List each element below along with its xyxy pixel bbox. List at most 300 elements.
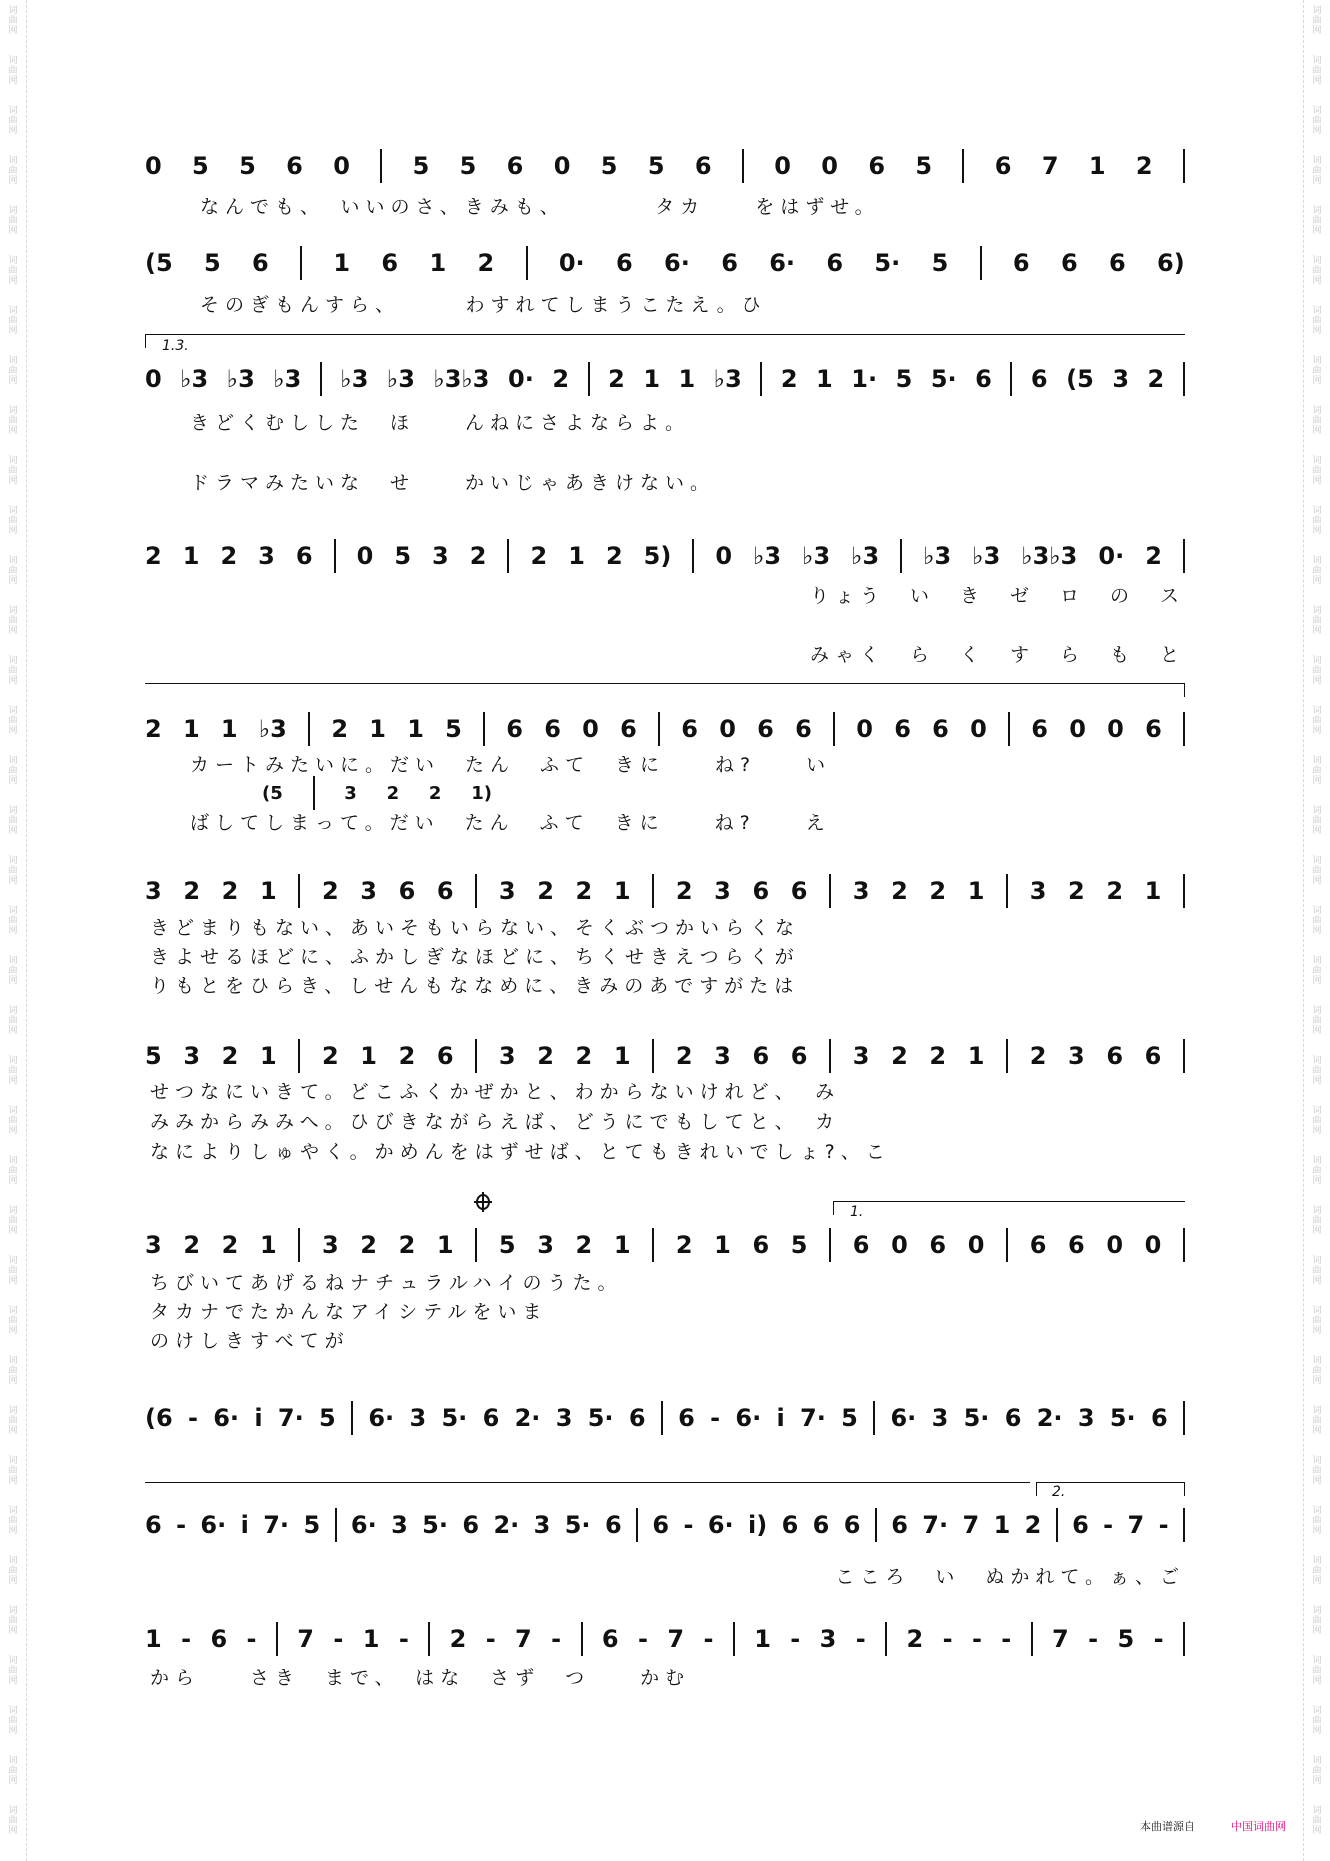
- note: 6: [145, 1511, 162, 1539]
- note: -: [1153, 1625, 1164, 1653]
- note: 1: [259, 1042, 277, 1070]
- note: 0: [970, 715, 987, 743]
- watermark-mark: 词曲网: [8, 1756, 18, 1786]
- note: 3: [819, 1625, 837, 1653]
- watermark-mark: 词曲网: [8, 1556, 18, 1586]
- note: 3: [321, 1231, 339, 1259]
- note: 6·: [769, 249, 796, 277]
- note: -: [1103, 1511, 1114, 1539]
- note: 1: [678, 365, 696, 393]
- lyric-line: そのぎもんすら、 わすれてしまうこたえ。ひ: [200, 294, 767, 316]
- note: 1: [1088, 152, 1106, 180]
- note: 5·: [441, 1404, 468, 1432]
- note: 5·: [587, 1404, 614, 1432]
- note: 1: [613, 1231, 631, 1259]
- barline: [1183, 539, 1185, 573]
- note: 3: [537, 1231, 554, 1259]
- watermark-mark: 词曲网: [1312, 556, 1322, 586]
- note: 2: [675, 1042, 693, 1070]
- note: 6: [604, 1511, 622, 1539]
- note: 6: [620, 715, 637, 743]
- note: 6: [752, 1042, 770, 1070]
- watermark-mark: 词曲网: [1312, 306, 1322, 336]
- note: 6: [1004, 1404, 1022, 1432]
- note: 1: [220, 715, 238, 743]
- barline: [658, 712, 660, 746]
- note: 0: [719, 715, 736, 743]
- lyric-line: なんでも、 いいのさ、きみも、 タカ をはずせ。: [200, 196, 880, 218]
- lyric-line: きどまりもない、あいそもいらない、そくぶつかいらくな: [150, 917, 801, 939]
- note: 3: [1029, 877, 1047, 905]
- barline: [900, 539, 902, 573]
- notation-line: [145, 709, 1185, 749]
- note: ♭3♭3: [433, 365, 490, 393]
- note: 6: [894, 715, 911, 743]
- note: 2: [321, 877, 339, 905]
- note: 6·: [213, 1404, 240, 1432]
- note: 7: [1052, 1625, 1069, 1653]
- note: 6: [1072, 1511, 1089, 1539]
- note: 5·: [874, 249, 901, 277]
- note: i): [748, 1511, 768, 1539]
- note: ♭3: [713, 365, 742, 393]
- note: 3: [1077, 1404, 1095, 1432]
- note: 1: [182, 715, 200, 743]
- note: (5: [1066, 365, 1094, 393]
- note: ♭3: [273, 365, 302, 393]
- note: -: [1088, 1625, 1099, 1653]
- note: 2·: [493, 1511, 520, 1539]
- notation-line: [145, 1225, 1185, 1265]
- note: 2: [477, 249, 495, 277]
- note: 0: [145, 152, 162, 180]
- note: -: [246, 1625, 257, 1653]
- note: 0: [891, 1231, 908, 1259]
- note: 3: [852, 877, 870, 905]
- note: (5: [262, 782, 283, 804]
- watermark-mark: 词曲网: [8, 1506, 18, 1536]
- note: 0: [774, 152, 791, 180]
- barline: [581, 1622, 583, 1656]
- note: 3: [145, 1231, 162, 1259]
- note: ♭3: [258, 715, 287, 743]
- note: 3: [1112, 365, 1130, 393]
- lyric-line: ばしてしまって。だい たん ふて きに ね? え: [190, 812, 831, 834]
- barline: [351, 1401, 353, 1435]
- note: 3: [852, 1042, 870, 1070]
- watermark-mark: 词曲网: [8, 1106, 18, 1136]
- note: 3: [258, 542, 275, 570]
- watermark-mark: 词曲网: [8, 206, 18, 236]
- note: 1: [568, 542, 585, 570]
- notation-line: [145, 1505, 1185, 1545]
- note: 6: [1068, 1231, 1085, 1259]
- lyric-line: のけしきすべてが: [150, 1330, 350, 1352]
- watermark-mark: 词曲网: [8, 1606, 18, 1636]
- watermark-mark: 词曲网: [1312, 756, 1322, 786]
- note: ♭3♭3: [1021, 542, 1078, 570]
- note: 6: [843, 1511, 861, 1539]
- note: 1: [816, 365, 833, 393]
- lyric-line: きどくむしした ほ んねにさよならよ。: [190, 412, 691, 434]
- note: 2: [537, 1042, 554, 1070]
- note: -: [971, 1625, 982, 1653]
- barline: [308, 712, 310, 746]
- note: 1: [967, 877, 985, 905]
- barline: [1183, 712, 1185, 746]
- note: 2: [1029, 1042, 1047, 1070]
- note: 3: [498, 1042, 516, 1070]
- barline: [833, 712, 835, 746]
- barline: [1183, 1401, 1185, 1435]
- note: ♭3: [972, 542, 1001, 570]
- watermark-mark: 词曲网: [8, 806, 18, 836]
- lyric-line: ドラマみたいな せ かいじゃあきけない。: [190, 472, 716, 494]
- note: 6: [286, 152, 303, 180]
- note: 6: [812, 1511, 830, 1539]
- note: 6: [1031, 715, 1048, 743]
- note: 3: [145, 877, 162, 905]
- note: 6: [752, 877, 770, 905]
- barline: [588, 362, 590, 396]
- volta-number: 2.: [1052, 1484, 1066, 1500]
- watermark-mark: 词曲网: [1312, 956, 1322, 986]
- volta-bracket: [833, 1201, 1185, 1202]
- watermark-mark: 词曲网: [1312, 656, 1322, 686]
- note: 3: [183, 1042, 201, 1070]
- note: 2: [1068, 877, 1085, 905]
- note: ♭3: [340, 365, 369, 393]
- note: 0: [1107, 715, 1124, 743]
- note: 1: [754, 1625, 771, 1653]
- notation-line: [145, 871, 1185, 911]
- note: 5: [319, 1404, 336, 1432]
- barline: [875, 1508, 877, 1542]
- watermark-mark: 词曲网: [1312, 156, 1322, 186]
- note: 3: [931, 1404, 949, 1432]
- note: 7·: [922, 1511, 949, 1539]
- note: 5: [931, 249, 949, 277]
- note: -: [942, 1625, 953, 1653]
- system-rule: [145, 683, 1185, 684]
- note: 2: [780, 365, 798, 393]
- watermark-mark: 词曲网: [1312, 1706, 1322, 1736]
- note: 2: [398, 1231, 416, 1259]
- note: 2: [1145, 542, 1162, 570]
- note: 5: [895, 365, 913, 393]
- barline: [475, 1039, 477, 1073]
- barline: [483, 712, 485, 746]
- note: 6): [1157, 249, 1185, 277]
- watermark-mark: 词曲网: [8, 1356, 18, 1386]
- note: -: [485, 1625, 496, 1653]
- note: 3: [432, 542, 449, 570]
- note: 1: [1144, 877, 1162, 905]
- lyric-line: なによりしゅやく。かめんをはずせば、とてもきれいでしょ?、こ: [150, 1141, 891, 1163]
- note: 7·: [263, 1511, 290, 1539]
- volta-bracket: [145, 334, 1185, 335]
- note: 2: [386, 782, 400, 804]
- note: 3: [498, 877, 516, 905]
- watermark-mark: 词曲网: [1312, 256, 1322, 286]
- note: 2: [906, 1625, 924, 1653]
- watermark-mark: 词曲网: [8, 1806, 18, 1836]
- watermark-mark: 词曲网: [8, 1206, 18, 1236]
- note: 5·: [1109, 1404, 1136, 1432]
- note: 1: [714, 1231, 731, 1259]
- barline: [829, 1039, 831, 1073]
- note: 6: [994, 152, 1012, 180]
- note: 6: [462, 1511, 480, 1539]
- barline: [980, 246, 982, 280]
- note: 2: [183, 877, 201, 905]
- note: 1·: [851, 365, 878, 393]
- note: 2: [360, 1231, 377, 1259]
- note: 3: [391, 1511, 408, 1539]
- watermark-mark: 词曲网: [1312, 6, 1322, 36]
- note: 5·: [564, 1511, 591, 1539]
- note: -: [176, 1511, 187, 1539]
- barline: [300, 246, 302, 280]
- note: ♭3: [226, 365, 255, 393]
- note: 6: [790, 877, 808, 905]
- note: 5: [647, 152, 665, 180]
- lyric-line: せつなにいきて。どこふくかぜかと、わからないけれど、 み: [150, 1081, 841, 1103]
- note: 0·: [508, 365, 534, 393]
- note: -: [855, 1625, 866, 1653]
- volta-tick: [1184, 1482, 1185, 1496]
- watermark-mark: 词曲网: [8, 156, 18, 186]
- system-rule: [145, 1482, 1030, 1483]
- watermark-mark: 词曲网: [1312, 456, 1322, 486]
- watermark-mark: 词曲网: [1312, 1106, 1322, 1136]
- note: 7: [515, 1625, 532, 1653]
- watermark-mark: 词曲网: [1312, 56, 1322, 86]
- barline: [475, 1228, 477, 1262]
- note: 2: [449, 1625, 467, 1653]
- note: 6·: [368, 1404, 395, 1432]
- note: 0: [145, 365, 162, 393]
- note: 5: [394, 542, 412, 570]
- lyric-line: から さき まで、 はな さず つ かむ: [150, 1667, 691, 1689]
- note: 7: [1127, 1511, 1145, 1539]
- lyric-line: りもとをひらき、しせんもななめに、きみのあですがたは: [150, 975, 800, 997]
- note: 6: [1106, 1042, 1124, 1070]
- note: 5: [192, 152, 209, 180]
- barline: [1031, 1622, 1033, 1656]
- notation-line: [262, 780, 492, 806]
- note: 7·: [277, 1404, 304, 1432]
- note: 6: [544, 715, 561, 743]
- note: 0: [1106, 1231, 1124, 1259]
- watermark-mark: 词曲网: [8, 706, 18, 736]
- note: 2: [428, 782, 442, 804]
- note: 5: [459, 152, 477, 180]
- barline: [1006, 874, 1008, 908]
- note: ♭3: [386, 365, 415, 393]
- watermark-mark: 词曲网: [8, 406, 18, 436]
- note: 6: [852, 1231, 870, 1259]
- note: 5: [790, 1231, 808, 1259]
- watermark-mark: 词曲网: [1312, 1506, 1322, 1536]
- note: 2: [221, 1042, 239, 1070]
- barline: [829, 874, 831, 908]
- note: 3: [714, 1042, 731, 1070]
- volta-tick: [145, 334, 146, 348]
- watermark-mark: 词曲网: [8, 1656, 18, 1686]
- note: 2: [321, 1042, 339, 1070]
- note: 2: [605, 542, 623, 570]
- note: 6: [781, 1511, 799, 1539]
- note: 6: [757, 715, 774, 743]
- watermark-mark: 词曲网: [1312, 1656, 1322, 1686]
- note: 3: [409, 1404, 427, 1432]
- note: 6: [1108, 249, 1126, 277]
- note: 6: [790, 1042, 808, 1070]
- watermark-mark: 词曲网: [8, 56, 18, 86]
- watermark-mark: 词曲网: [1312, 806, 1322, 836]
- watermark-mark: 词曲网: [8, 656, 18, 686]
- note: 6·: [350, 1511, 377, 1539]
- note: 7: [667, 1625, 685, 1653]
- note: 0: [967, 1231, 985, 1259]
- watermark-mark: 词曲网: [1312, 206, 1322, 236]
- note: 3: [555, 1404, 573, 1432]
- watermark-mark: 词曲网: [8, 106, 18, 136]
- note: -: [683, 1511, 694, 1539]
- brand-name: 中国词曲网: [1231, 1820, 1286, 1833]
- note: i: [254, 1404, 263, 1432]
- note: 6: [252, 249, 269, 277]
- note: 1: [259, 1231, 277, 1259]
- watermark-mark: 词曲网: [1312, 1356, 1322, 1386]
- barline: [1183, 149, 1185, 183]
- watermark-mark: 词曲网: [8, 506, 18, 536]
- note: 3: [714, 877, 731, 905]
- note: 6: [616, 249, 633, 277]
- note: 6: [381, 249, 399, 277]
- watermark-mark: 词曲网: [1312, 1806, 1322, 1836]
- watermark-mark: 词曲网: [8, 1456, 18, 1486]
- barline: [298, 1228, 300, 1262]
- notation-line: [145, 1398, 1185, 1438]
- barline: [298, 874, 300, 908]
- barline: [742, 149, 744, 183]
- note: 2: [575, 1042, 593, 1070]
- note: 5: [498, 1231, 516, 1259]
- note: 5: [915, 152, 933, 180]
- watermark-mark: 词曲网: [8, 606, 18, 636]
- watermark-mark: 词曲网: [1312, 1006, 1322, 1036]
- note: 6·: [735, 1404, 762, 1432]
- note: -: [1158, 1511, 1169, 1539]
- note: 6: [721, 249, 738, 277]
- note: 5·: [930, 365, 957, 393]
- note: -: [333, 1625, 344, 1653]
- note: 6·: [200, 1511, 227, 1539]
- note: 2: [145, 542, 162, 570]
- note: 6: [628, 1404, 646, 1432]
- note: -: [637, 1625, 648, 1653]
- lyric-line: カートみたいに。だい たん ふて きに ね? い: [190, 754, 832, 776]
- note: 2·: [1036, 1404, 1063, 1432]
- note: 6: [1012, 249, 1030, 277]
- note: 6: [694, 152, 712, 180]
- note: 1: [182, 542, 200, 570]
- lyric-line: タカナでたかんなアイシテルをいま: [150, 1301, 548, 1323]
- note: 1: [407, 715, 424, 743]
- note: 0: [582, 715, 599, 743]
- note: 5: [204, 249, 221, 277]
- note: 6: [506, 715, 523, 743]
- watermark-mark: 词曲网: [8, 556, 18, 586]
- coda-sign: [473, 1192, 493, 1212]
- note: 6: [1030, 365, 1048, 393]
- watermark-mark: 词曲网: [8, 906, 18, 936]
- note: 2: [608, 365, 625, 393]
- note: 1: [613, 1042, 631, 1070]
- barline: [475, 874, 477, 908]
- barline: [1183, 1508, 1185, 1542]
- note: 6: [678, 1404, 695, 1432]
- watermark-mark: 词曲网: [1312, 106, 1322, 136]
- source-note: 本曲谱源自: [1140, 1820, 1195, 1833]
- watermark-mark: 词曲网: [1312, 1306, 1322, 1336]
- notation-line: [145, 1619, 1185, 1659]
- note: ♭3: [923, 542, 952, 570]
- note: -: [1001, 1625, 1012, 1653]
- barline: [335, 1508, 337, 1542]
- watermark-mark: 词曲网: [8, 1706, 18, 1736]
- barline: [1183, 362, 1185, 396]
- watermark-mark: 词曲网: [8, 306, 18, 336]
- note: 6·: [664, 249, 690, 277]
- note: 0: [553, 152, 571, 180]
- note: 2: [537, 877, 554, 905]
- note: 5·: [422, 1511, 448, 1539]
- barline: [692, 539, 694, 573]
- barline: [1010, 362, 1012, 396]
- barline: [652, 1228, 654, 1262]
- watermark-mark: 词曲网: [1312, 856, 1322, 886]
- volta-tick: [1036, 1482, 1037, 1496]
- note: 2: [331, 715, 349, 743]
- barline: [320, 362, 322, 396]
- note: 6: [868, 152, 886, 180]
- volta-bracket: [1036, 1482, 1185, 1483]
- note: 2: [1147, 365, 1165, 393]
- note: 5: [412, 152, 430, 180]
- barline: [873, 1401, 875, 1435]
- note: 6: [210, 1625, 228, 1653]
- watermark-mark: 词曲网: [8, 356, 18, 386]
- note: 6: [398, 877, 416, 905]
- note: 6: [1060, 249, 1078, 277]
- note: 7: [1041, 152, 1059, 180]
- notation-line: [145, 243, 1185, 283]
- note: 2: [929, 877, 947, 905]
- note: 2: [469, 542, 487, 570]
- barline: [1183, 1039, 1185, 1073]
- note: 5: [445, 715, 462, 743]
- note: 2·: [514, 1404, 541, 1432]
- barline: [1006, 1228, 1008, 1262]
- note: 1: [613, 877, 631, 905]
- watermark-mark: 词曲网: [8, 756, 18, 786]
- watermark-mark: 词曲网: [8, 256, 18, 286]
- note: 2: [398, 1042, 416, 1070]
- volta-number: 1.3.: [162, 338, 189, 354]
